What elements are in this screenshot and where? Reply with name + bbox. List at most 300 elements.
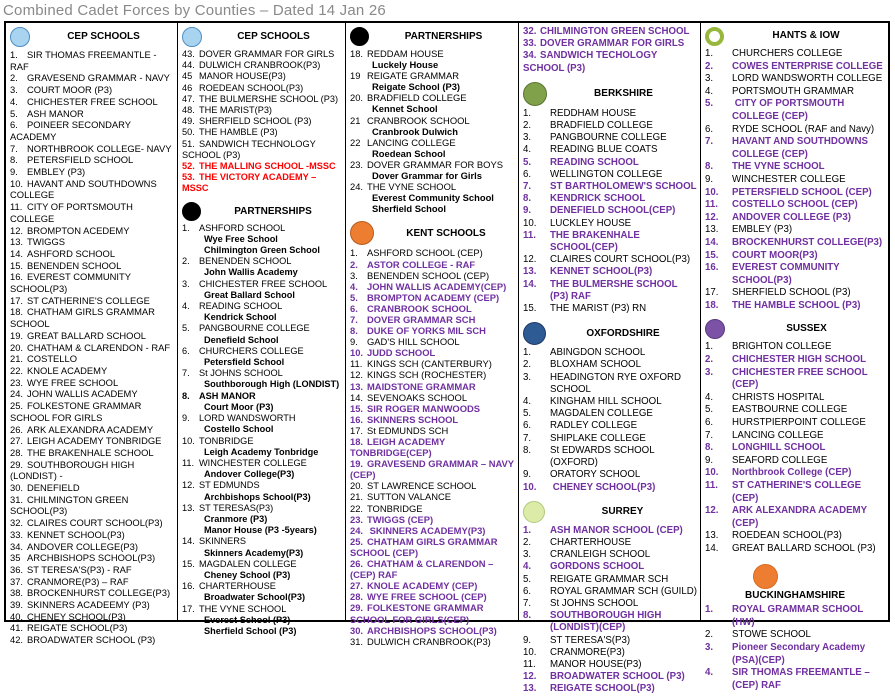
- sub-item: Everest Community School: [372, 192, 494, 204]
- item-number: 5.: [523, 156, 532, 168]
- list-item: [705, 73, 885, 86]
- item-text: CHATHAM GIRLS GRAMMAR SCHOOL: [10, 306, 155, 330]
- list-item: [10, 154, 174, 166]
- item-text: REIGATE SCHOOL(P3): [27, 622, 128, 634]
- list-item: [350, 347, 515, 358]
- item-text: KENNET SCHOOL(P3): [27, 528, 125, 540]
- item-text: ST BARTHOLOMEW'S SCHOOL: [550, 181, 697, 193]
- item-text: St EDMUNDS SCH: [367, 424, 449, 436]
- list-item: [350, 414, 515, 425]
- list-item: [705, 212, 885, 225]
- item-text: DOVER GRAMMAR FOR GIRLS: [540, 38, 685, 50]
- sub-item: Reigate School (P3): [372, 81, 461, 93]
- item-text: CHILMINGTON GREEN SCHOOL(P3): [10, 493, 129, 517]
- list-item: [182, 127, 342, 138]
- item-number: 8.: [523, 193, 532, 205]
- item-text: SANDWICH TECHNOLOGY SCHOOL (P3): [182, 138, 316, 160]
- list-item: [523, 574, 697, 586]
- list-item: [10, 342, 174, 354]
- item-number: 7.: [523, 597, 532, 609]
- cep-schools-circle-icon: [10, 27, 30, 47]
- item-number: 47.: [182, 93, 195, 104]
- list-item: [523, 230, 697, 254]
- item-text: EVEREST COMMUNITY SCHOOL(P3): [732, 262, 840, 286]
- item-number: 41.: [10, 622, 24, 634]
- item-text: SEAFORD COLLEGE: [732, 454, 828, 466]
- item-number: 9.: [523, 634, 532, 646]
- item-number: 14.: [705, 236, 719, 248]
- list-item: [10, 634, 174, 646]
- item-text: CHICHESTER FREE SCHOOL: [27, 95, 158, 107]
- item-text: ROEDEAN SCHOOL(P3): [732, 530, 842, 542]
- list-item: [350, 259, 515, 270]
- column-hants-sussex-bucks: [701, 23, 888, 691]
- item-number: 19.: [10, 329, 24, 341]
- item-text: COURT MOOR (P3): [27, 84, 113, 96]
- item-text: DOVER GRAMMAR SCH: [367, 313, 476, 325]
- item-number: 6.: [523, 420, 532, 432]
- item-text: ST CATHERINE'S COLLEGE: [27, 294, 150, 306]
- item-number: 18.: [10, 306, 24, 318]
- item-number: 33.: [523, 38, 537, 50]
- list-item: [10, 541, 174, 553]
- list-item: [523, 683, 697, 695]
- item-number: 11.: [705, 480, 718, 491]
- list-item: [705, 161, 885, 174]
- section-title: BERKSHIRE: [594, 87, 653, 99]
- list-item: [523, 266, 697, 278]
- section-title: SUSSEX: [786, 323, 827, 335]
- section: [523, 82, 697, 315]
- section-title: HANTS & IOW: [772, 30, 840, 42]
- item-text: GREAT BALLARD SCHOOL (P3): [732, 542, 876, 554]
- item-text: WYE FREE SCHOOL (CEP): [367, 591, 487, 603]
- item-text: CRANLEIGH SCHOOL: [550, 549, 651, 561]
- item-number: 12.: [182, 480, 195, 491]
- item-number: 12.: [705, 505, 719, 517]
- list-item: [350, 281, 515, 292]
- item-text: Pioneer Secondary Academy (PSA)(CEP): [732, 641, 866, 666]
- item-text: HEADINGTON RYE OXFORD SCHOOL: [550, 371, 681, 395]
- section-header: [182, 27, 342, 47]
- item-number: 32.: [523, 26, 537, 37]
- item-number: 44.: [182, 60, 195, 71]
- cep-schools-circle-icon: [182, 27, 202, 47]
- list-item: [705, 174, 885, 187]
- item-number: 4.: [705, 85, 714, 97]
- item-text: GAD'S HILL SCHOOL: [367, 336, 460, 348]
- section-title: CEP SCHOOLS: [67, 31, 140, 43]
- item-text: KINGS SCH (CANTERBURY): [367, 358, 492, 370]
- item-text: ASH MANOR: [199, 390, 256, 401]
- list-item: [523, 193, 697, 205]
- list-item: [10, 96, 174, 108]
- item-number: 43.: [182, 49, 195, 59]
- sussex-circle-icon: [705, 319, 725, 339]
- item-text: DULWICH CRANBROOK(P3): [367, 635, 491, 647]
- partnerships-circle-icon: [182, 202, 201, 221]
- item-text: THE VYNE SCHOOL: [367, 181, 457, 193]
- list-item: [10, 166, 174, 178]
- item-text: BROADWATER SCHOOL (P3): [550, 671, 685, 683]
- item-number: 14.: [182, 536, 195, 547]
- section: [705, 27, 885, 312]
- item-number: 5.: [705, 404, 714, 416]
- item-number: 2.: [523, 536, 532, 548]
- item-number: 40.: [10, 610, 24, 622]
- item-text: COSTELLO: [27, 353, 78, 365]
- item-text: CHICHESTER HIGH SCHOOL: [732, 354, 867, 366]
- item-number: 30.: [10, 482, 24, 494]
- list-item: [350, 292, 515, 303]
- list-item: [350, 247, 515, 258]
- list-item: [10, 84, 174, 96]
- item-number: 1.: [523, 347, 532, 359]
- list-item: [350, 403, 515, 414]
- item-text: REIGATE SCHOOL(P3): [550, 683, 655, 695]
- item-number: 7.: [705, 429, 714, 441]
- list-item: [10, 435, 174, 447]
- item-number: 1.: [705, 604, 714, 616]
- item-number: 1.: [350, 247, 358, 259]
- item-text: CHATHAM & CLARENDON - RAF: [27, 341, 171, 353]
- item-text: RADLEY COLLEGE: [550, 420, 638, 432]
- item-number: 4.: [523, 561, 532, 573]
- item-number: 18.: [350, 48, 364, 59]
- item-text: MAGDALEN COLLEGE: [550, 408, 653, 420]
- item-number: 7.: [182, 368, 190, 379]
- item-text: SIR ROGER MANWOODS: [367, 402, 481, 414]
- section-header: [523, 322, 697, 345]
- item-text: CHENEY SCHOOL(P3): [27, 610, 126, 622]
- item-text: THE VYNE SCHOOL: [199, 603, 287, 614]
- item-number: 3.: [182, 278, 190, 289]
- item-number: 21.: [350, 491, 364, 503]
- list-item: [182, 323, 342, 334]
- list-item: [350, 580, 515, 591]
- item-number: 49.: [182, 116, 195, 127]
- item-text: GREAT BALLARD SCHOOL: [27, 329, 146, 341]
- list-item: [182, 60, 342, 71]
- item-number: 3.: [523, 371, 532, 383]
- item-number: 13.: [705, 224, 719, 236]
- item-text: DENEFIELD: [27, 482, 80, 494]
- item-number: 48.: [182, 105, 195, 116]
- item-text: CHICHESTER FREE SCHOOL: [199, 278, 328, 289]
- item-number: 27.: [10, 435, 24, 447]
- item-number: 53.: [182, 172, 195, 183]
- item-number: 9.: [10, 166, 18, 178]
- sub-item: Skinners Academy(P3): [204, 547, 304, 558]
- item-number: 10.: [182, 435, 195, 446]
- list-item: [523, 482, 697, 494]
- item-text: THE BRAKENHALE SCHOOL(CEP): [550, 229, 640, 254]
- section-title: PARTNERSHIPS: [404, 30, 483, 42]
- item-text: MAGDALEN COLLEGE: [199, 558, 297, 569]
- list-item: [350, 625, 515, 636]
- item-number: 1.: [182, 222, 190, 233]
- list-item: [350, 458, 515, 480]
- item-number: 17.: [10, 294, 24, 306]
- list-item: [10, 330, 174, 342]
- item-number: 16.: [350, 413, 364, 425]
- list-item: [10, 494, 174, 517]
- item-text: TONBRIDGE: [199, 435, 254, 446]
- item-number: 3.: [350, 269, 358, 281]
- item-number: 11.: [523, 229, 536, 241]
- item-text: JOHN WALLIS ACADEMY(CEP): [367, 280, 507, 292]
- item-number: 17.: [350, 424, 364, 436]
- list-item: [182, 301, 342, 312]
- item-number: 16.: [705, 262, 719, 274]
- item-text: PETERSFIELD SCHOOL (CEP): [732, 186, 872, 198]
- list-item: [705, 48, 885, 61]
- page-title: Combined Cadet Forces by Counties – Dated 14 Jan 26: [3, 2, 386, 19]
- item-text: CHURCHERS COLLEGE: [199, 345, 304, 356]
- item-text: REIGATE GRAMMAR SCH: [550, 573, 669, 585]
- item-number: 14.: [523, 278, 537, 290]
- item-text: THE VICTORY ACADEMY – MSSC: [182, 172, 317, 194]
- list-item: [10, 295, 174, 307]
- item-text: ASHFORD SCHOOL: [27, 247, 116, 259]
- item-number: 22.: [10, 364, 24, 376]
- item-text: JOHN WALLIS ACADEMY: [27, 388, 138, 400]
- section: [705, 563, 885, 693]
- list-item: [705, 250, 885, 263]
- item-text: BROMPTON ACADEMY (CEP): [367, 291, 500, 303]
- item-number: 6.: [182, 345, 190, 356]
- sub-item: Petersfield School: [204, 357, 285, 368]
- item-number: 4.: [523, 396, 532, 408]
- item-number: 2.: [523, 359, 532, 371]
- sub-item: Wye Free School: [204, 233, 278, 244]
- item-text: PETERSFIELD SCHOOL: [27, 154, 134, 166]
- item-number: 7.: [350, 313, 358, 325]
- list-item: [705, 430, 885, 443]
- item-text: ST TERESA'S(P3) - RAF: [27, 563, 132, 575]
- sub-item: Costello School: [204, 424, 274, 435]
- item-number: 13.: [350, 380, 364, 392]
- item-text: KNOLE ACADEMY (CEP): [367, 580, 478, 592]
- item-text: THE MARIST(P3): [199, 105, 272, 116]
- item-number: 33.: [10, 528, 24, 540]
- item-number: 4.: [705, 667, 714, 679]
- item-text: SOUTHBOROUGH HIGH (LONDIST)(CEP): [550, 610, 662, 634]
- list-item: [182, 83, 342, 94]
- item-text: MAIDSTONE GRAMMAR: [367, 380, 476, 392]
- list-item: [350, 536, 515, 558]
- list-item: [10, 271, 174, 294]
- list-item: [350, 48, 515, 59]
- list-item: [705, 392, 885, 405]
- list-item: [705, 287, 885, 300]
- item-text: MANOR HOUSE(P3): [550, 658, 642, 670]
- list-item: [705, 467, 885, 480]
- hants-iow-ring-icon: [705, 27, 724, 46]
- item-number: 1.: [523, 107, 532, 119]
- item-number: 32.: [10, 517, 24, 529]
- item-text: CHARTERHOUSE: [550, 536, 632, 548]
- list-item: [350, 381, 515, 392]
- item-text: BROADWATER SCHOOL (P3): [27, 634, 156, 646]
- sub-item: Southborough High (LONDIST): [204, 379, 340, 390]
- item-text: DENEFIELD SCHOOL(CEP): [550, 205, 676, 217]
- item-text: DUKE OF YORKS MIL SCH: [367, 325, 486, 337]
- item-number: 2.: [705, 60, 714, 72]
- item-text: ST TERESAS(P3): [199, 502, 274, 513]
- item-text: ST TERESA'S(P3): [550, 634, 631, 646]
- list-item: [523, 561, 697, 573]
- item-number: 12.: [705, 211, 719, 223]
- item-number: 5.: [523, 408, 532, 420]
- list-item: [705, 530, 885, 543]
- item-text: St JOHNS SCHOOL: [550, 597, 639, 609]
- item-number: 7.: [705, 136, 714, 148]
- list-item: [182, 161, 342, 172]
- item-text: TWIGGS (CEP): [367, 513, 434, 525]
- item-number: 12.: [523, 254, 537, 266]
- item-number: 13.: [705, 530, 719, 542]
- item-number: 25.: [350, 535, 364, 547]
- item-text: HAVANT AND SOUTHDOWNS COLLEGE (CEP): [732, 136, 868, 160]
- item-number: 18.: [350, 436, 364, 447]
- oxfordshire-circle-icon: [523, 322, 546, 345]
- item-number: 20.: [10, 341, 24, 353]
- item-number: 52.: [182, 161, 195, 172]
- item-number: 31.: [350, 635, 364, 647]
- list-item: [523, 157, 697, 169]
- item-text: PANGBOURNE COLLEGE: [199, 323, 310, 334]
- list-item: [10, 447, 174, 459]
- item-text: BENENDEN SCHOOL: [199, 256, 292, 267]
- item-number: 13.: [523, 266, 537, 278]
- item-number: 18.: [705, 299, 719, 311]
- item-number: 4.: [182, 301, 190, 312]
- item-text: SKINNERS: [199, 536, 246, 547]
- item-number: 17.: [182, 603, 195, 614]
- list-item: [10, 529, 174, 541]
- item-text: SUTTON VALANCE: [367, 491, 452, 503]
- item-text: COURT MOOR(P3): [732, 249, 818, 261]
- list-item: [182, 172, 342, 194]
- list-item: [523, 525, 697, 537]
- item-text: THE HAMBLE SCHOOL (P3): [732, 299, 861, 311]
- item-number: 7.: [523, 432, 532, 444]
- item-text: PORTSMOUTH GRAMMAR: [732, 85, 854, 97]
- item-text: ARCHBISHOPS SCHOOL(P3): [27, 552, 156, 564]
- list-item: [523, 598, 697, 610]
- item-number: 9.: [523, 469, 532, 481]
- item-number: 16.: [182, 581, 195, 592]
- item-number: 8.: [182, 390, 190, 401]
- item-number: 9.: [705, 454, 714, 466]
- list-item: [523, 120, 697, 132]
- item-text: CITY OF PORTSMOUTH COLLEGE: [10, 201, 133, 224]
- item-number: 5.: [10, 107, 18, 119]
- list-item: [523, 303, 697, 315]
- list-item: [182, 413, 342, 424]
- item-text: ST EDMUNDS: [199, 480, 260, 491]
- section-header: [705, 563, 885, 603]
- item-number: 8.: [523, 610, 532, 622]
- list-item: [705, 505, 885, 530]
- item-number: 26.: [350, 558, 364, 570]
- item-text: KENDRICK SCHOOL: [550, 193, 646, 205]
- item-text: WYE FREE SCHOOL: [27, 376, 119, 388]
- item-number: 2.: [705, 354, 714, 366]
- list-item: [350, 181, 515, 192]
- list-item: [350, 591, 515, 602]
- item-text: St JOHNS SCHOOL: [199, 368, 283, 379]
- item-text: TWIGGS: [27, 236, 66, 248]
- item-text: CRANBROOK SCHOOL: [367, 114, 470, 126]
- item-text: THE BULMERSHE SCHOOL (P3) RAF: [550, 278, 678, 302]
- item-text: CHENEY SCHOOL(P3): [550, 481, 656, 493]
- list-item: [10, 225, 174, 237]
- list-item: [523, 469, 697, 481]
- kent-schools-circle-icon: [350, 221, 374, 245]
- item-number: 11.: [10, 201, 23, 213]
- item-text: CRANMORE(P3) – RAF: [27, 575, 129, 587]
- partnerships-circle-icon: [350, 27, 369, 46]
- item-number: 2.: [182, 256, 190, 267]
- item-number: 36.: [10, 563, 24, 575]
- item-text: TONBRIDGE: [367, 502, 423, 514]
- list-item: [10, 201, 174, 224]
- item-text: CHARTERHOUSE: [199, 581, 276, 592]
- counties-table: [4, 21, 890, 695]
- item-text: MANOR HOUSE(P3): [199, 71, 286, 82]
- item-number: 10.: [523, 646, 537, 658]
- list-item: [10, 482, 174, 494]
- list-item: [350, 115, 515, 126]
- list-item: [182, 49, 342, 60]
- list-item: [10, 611, 174, 623]
- list-item: [523, 396, 697, 408]
- list-item: [10, 306, 174, 329]
- section-title: KENT SCHOOLS: [406, 227, 486, 239]
- item-text: BRADFIELD COLLEGE: [550, 120, 653, 132]
- list-item: [350, 392, 515, 403]
- item-number: 28.: [10, 446, 24, 458]
- list-item: [523, 169, 697, 181]
- list-item: [350, 425, 515, 436]
- list-item: [705, 629, 885, 642]
- item-number: 17.: [705, 287, 719, 299]
- list-item: [523, 205, 697, 217]
- section: [523, 501, 697, 696]
- list-item: [10, 400, 174, 423]
- item-text: ANDOVER COLLEGE (P3): [732, 211, 851, 223]
- item-number: 6.: [705, 417, 714, 429]
- item-number: 37.: [10, 575, 24, 587]
- section-title: SURREY: [601, 505, 644, 517]
- item-text: ASHFORD SCHOOL: [199, 222, 286, 233]
- sub-item: Cranbrook Dulwich: [372, 125, 458, 137]
- sub-item: Manor House (P3 -5years): [204, 525, 317, 536]
- item-number: 24.: [350, 524, 364, 536]
- item-number: 31.: [10, 493, 24, 505]
- section: [350, 27, 515, 214]
- item-number: 24.: [10, 388, 24, 400]
- list-item: [10, 143, 174, 155]
- sub-item: Chilmington Green School: [204, 245, 320, 256]
- sub-item: Denefield School: [204, 334, 279, 345]
- sub-item: Cheney School (P3): [204, 569, 291, 580]
- item-number: 20.: [350, 480, 364, 492]
- list-item: [705, 124, 885, 137]
- item-text: LUCKLEY HOUSE: [550, 217, 632, 229]
